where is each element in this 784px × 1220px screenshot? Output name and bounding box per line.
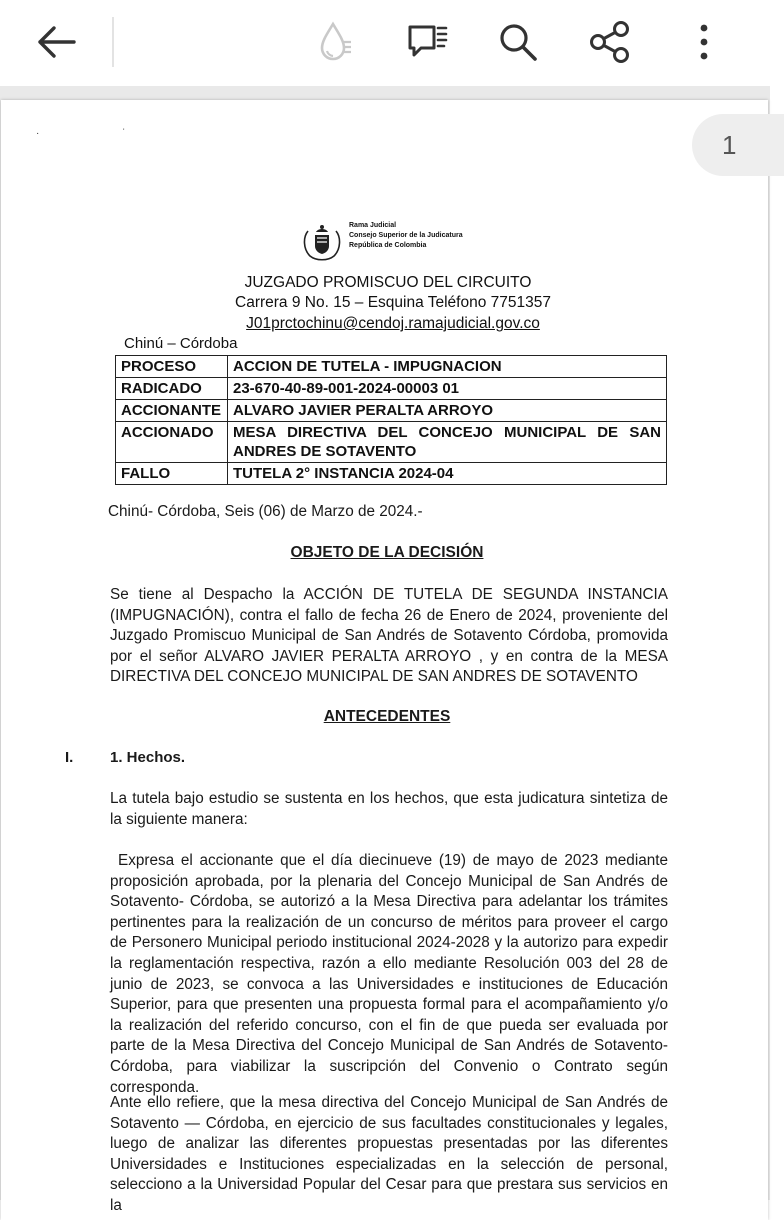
table-value: ACCION DE TUTELA - IMPUGNACION — [228, 356, 667, 378]
subsection-title-facts: 1. Hechos. — [110, 749, 186, 766]
section-heading-background: ANTECEDENTES — [323, 708, 451, 725]
court-name: JUZGADO PROMISCUO DEL CIRCUITO — [244, 274, 532, 291]
table-row — [116, 422, 667, 463]
more-options-button[interactable] — [674, 14, 734, 70]
table-row — [116, 463, 667, 485]
table-key: ACCIONANTE — [116, 400, 228, 422]
back-button[interactable] — [26, 14, 86, 70]
share-icon — [588, 20, 632, 64]
top-app-bar — [0, 0, 770, 86]
more-vertical-icon — [698, 22, 710, 62]
court-email-link[interactable]: J01prctochinu@cendoj.ramajudicial.gov.co — [246, 315, 540, 332]
seal-caption — [349, 221, 463, 251]
colombia-coat-of-arms-seal — [300, 219, 344, 263]
case-info-table — [115, 355, 667, 485]
court-city: Chinú – Córdoba — [124, 335, 238, 352]
scan-specks: · ˈ — [36, 128, 166, 139]
table-key: RADICADO — [116, 378, 228, 400]
facts-intro-paragraph: La tutela bajo estudio se sustenta en los hechos, que esta judicatura sintetiza de la siguiente manera: — [110, 790, 668, 828]
object-paragraph: Se tiene al Despacho la ACCIÓN DE TUTELA DE SEGUNDA INSTANCIA (IMPUGNACIÓN), contra el fallo de fecha 26 de Enero de 2024, proveniente del Juzgado Promiscuo Municipal de San Andrés de Sotavento Córdoba, promovida por el señor ALVARO JAVIER PERALTA ARROYO , y en contra de la MESA DIRECTIVA DEL CONCEJO MUNICIPAL DE SAN ANDRES DE SOTAVENTO — [110, 586, 668, 686]
facts-paragraph-1: Expresa el accionante que el día diecinueve (19) de mayo de 2023 mediante proposición aprobada, por la plenaria del Concejo Municipal de San Andrés de Sotavento- Córdoba, se autorizó a la Mesa Directiva para adelantar los trámites pertinentes para la realización de un concurso de méritos para proveer el cargo de Personero Municipal periodo institucional 2024-2028 y la autorizo para expedir la reglamentación respectiva, razón a ello mediante Resolución 003 del 28 de junio de 2023, se convoca a las Universidades e instituciones de Educación Superior, para que presenten una propuesta formal para el acompañamiento y/o la realización del referido concurso, con el fin de que pueda ser evaluada por parte de la Mesa Directiva del Concejo Municipal de San Andrés de Sotavento- Córdoba, para viabilizar la suscripción del Convenio o Contrato según corresponda. — [110, 852, 668, 1096]
ink-button[interactable] — [305, 14, 365, 70]
seal-line-2: Consejo Superior de la Judicatura — [349, 232, 463, 239]
seal-line-3: República de Colombia — [349, 242, 427, 249]
seal-line-1: Rama Judicial — [349, 222, 397, 229]
table-value: TUTELA 2° INSTANCIA 2024-04 — [228, 463, 667, 485]
table-key: PROCESO — [116, 356, 228, 378]
table-key: ACCIONADO — [116, 422, 228, 463]
search-icon — [497, 21, 539, 63]
table-value: ALVARO JAVIER PERALTA ARROYO — [228, 400, 667, 422]
table-key: FALLO — [116, 463, 228, 485]
table-row — [116, 356, 667, 378]
page-number: 1 — [722, 129, 737, 160]
date-line: Chinú- Córdoba, Seis (06) de Marzo de 2024.- — [108, 503, 423, 520]
facts-paragraph-2: Ante ello refiere, que la mesa directiva del Concejo Municipal de San Andrés de Sotavento — Córdoba, en ejercicio de sus facultades constitucionales y legales, luego de analizar las diferentes propuestas presentadas por las diferentes Universidades e Instituciones especializadas en la selección de personal, selecciono a la Universidad Popular del Cesar para que prestara sus servicios en la — [110, 1094, 668, 1214]
comment-button[interactable] — [397, 14, 457, 70]
section-heading-object: OBJETO DE LA DECISIÓN — [290, 544, 484, 561]
table-value: 23-670-40-89-001-2024-00003 01 — [228, 378, 667, 400]
page-number-indicator[interactable] — [692, 114, 784, 176]
court-address: Carrera 9 No. 15 – Esquina Teléfono 7751357 — [235, 294, 551, 311]
ink-drop-icon — [315, 20, 355, 64]
table-value: MESA DIRECTIVA DEL CONCEJO MUNICIPAL DE SAN ANDRES DE SOTAVENTO — [228, 422, 667, 463]
table-row — [116, 378, 667, 400]
table-row — [116, 400, 667, 422]
toolbar-divider — [112, 17, 114, 67]
section-roman-numeral: I. — [65, 749, 74, 766]
share-button[interactable] — [580, 14, 640, 70]
arrow-left-icon — [36, 25, 76, 59]
search-button[interactable] — [488, 14, 548, 70]
comment-icon — [404, 20, 450, 64]
